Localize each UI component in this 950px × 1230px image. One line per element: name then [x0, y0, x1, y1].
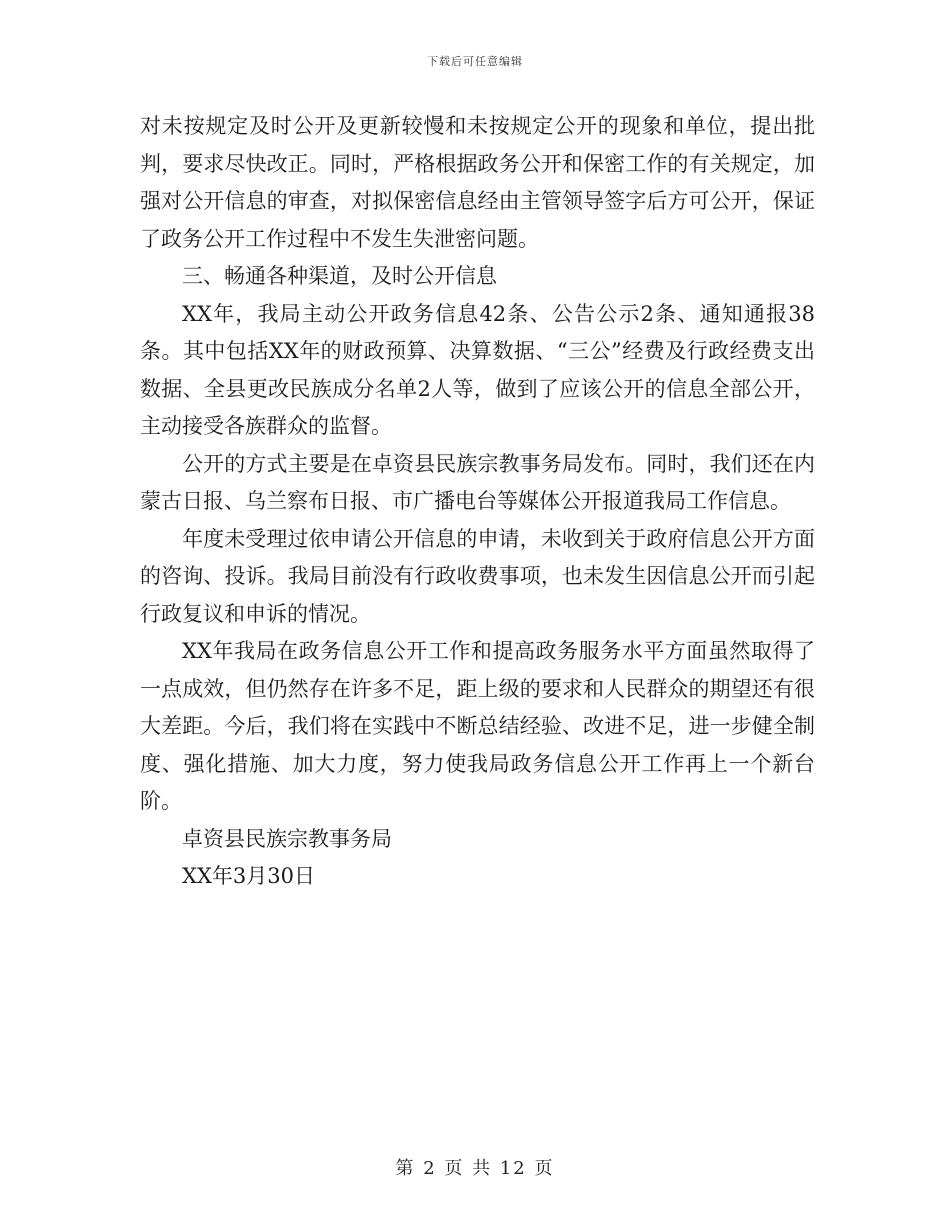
document-body [140, 108, 815, 896]
signature-organization: 卓资县民族宗教事务局 [182, 826, 392, 851]
paragraph-4: 年度未受理过依申请公开信息的申请，未收到关于政府信息公开方面的咨询、投诉。我局目前没有行政收费事项，也未发生因信息公开而引起行政复议和申诉的情况。 [140, 526, 815, 626]
section-heading: 三、畅通各种渠道，及时公开信息 [182, 264, 497, 288]
page-number-footer: 第 2 页 共 12 页 [395, 1158, 555, 1179]
signature-date: XX年3月30日 [182, 864, 315, 888]
paragraph-2: XX年，我局主动公开政务信息42条、公告公示2条、通知通报38条。其中包括XX年的财政预算、决算数据、“三公”经费及行政经费支出数据、全县更改民族成分名单2人等，做到了应该公开的信息全部公开，主动接受各族群众的监督。 [140, 301, 815, 438]
paragraph-5: XX年我局在政务信息公开工作和提高政务服务水平方面虽然取得了一点成效，但仍然存在许多不足，距上级的要求和人民群众的期望还有很大差距。今后，我们将在实践中不断总结经验、改进不足，进一步健全制度、强化措施、加大力度，努力使我局政务信息公开工作再上一个新台阶。 [140, 639, 815, 813]
paragraph-3: 公开的方式主要是在卓资县民族宗教事务局发布。同时，我们还在内蒙古日报、乌兰察布日报、市广播电台等媒体公开报道我局工作信息。 [140, 451, 815, 513]
paragraph-1: 对未按规定及时公开及更新较慢和未按规定公开的现象和单位，提出批判，要求尽快改正。同时，严格根据政务公开和保密工作的有关规定，加强对公开信息的审查，对拟保密信息经由主管领导签字后方可公开，保证了政务公开工作过程中不发生失泄密问题。 [140, 114, 815, 251]
page-header: 下载后可任意编辑 [427, 55, 523, 68]
